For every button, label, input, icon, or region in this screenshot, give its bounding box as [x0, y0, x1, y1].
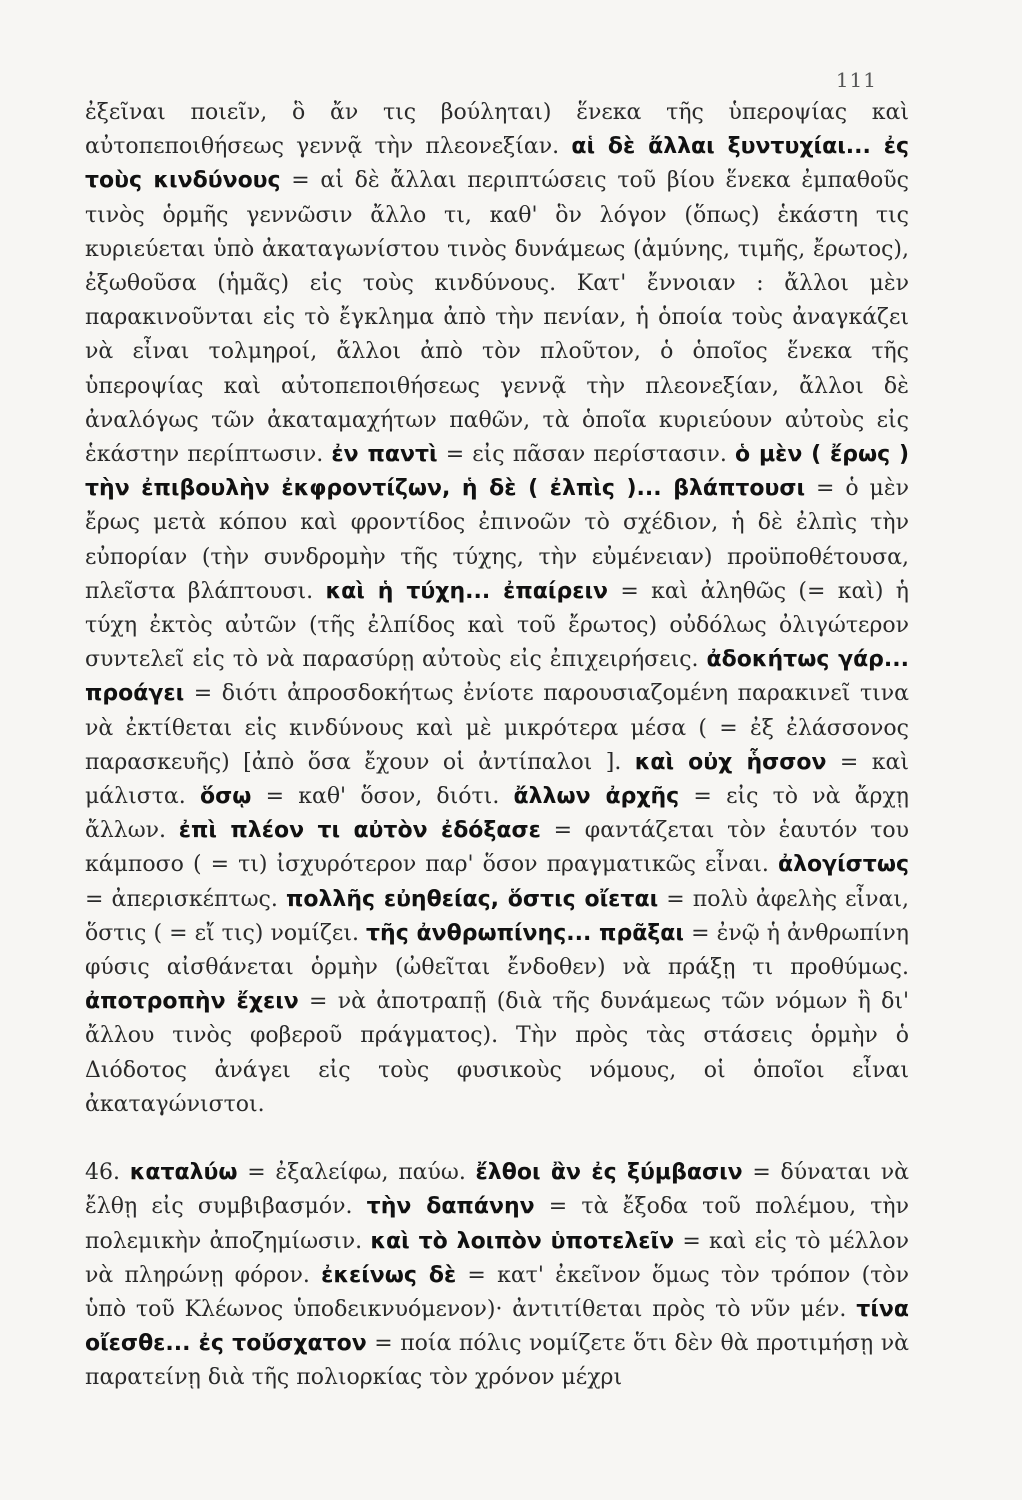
lemma-term: ὅσῳ: [199, 784, 252, 810]
lemma-term: ἀλογίστως: [777, 852, 909, 878]
lemma-term: ἐν παντὶ: [331, 442, 438, 468]
gloss-text: = αἱ δὲ ἄλλαι περιπτώσεις τοῦ βίου ἕνεκα ἐμπαθοῦς τινὸς ὁρμῆς γεννῶσιν ἄλλο τι, καθ' ὃν λόγον (ὅπως) ἑκάστη τις κυριεύεται ὑπὸ ἀκαταγωνίστου τινὸς δυνάμεως (ἀμύνης, τιμῆς, ἔρωτος), ἐξωθοῦσα (ἡμᾶς) εἰς τοὺς κινδύνους. Κατ' ἔννοιαν : ἄλλοι μὲν παρακινοῦνται εἰς τὸ ἔγκλημα ἀπὸ τὴν πενίαν, ἡ ὁποία τοὺς ἀναγκάζει νὰ εἶναι τολμηροί, ἄλλοι ἀπὸ τὸν πλοῦτον, ὁ ὁποῖος ἕνεκα τῆς ὑπεροψίας καὶ αὐτοπεποιθήσεως γεννᾷ τὴν πλεονεξίαν, ἄλλοι δὲ ἀναλόγως τῶν ἀκαταμαχήτων παθῶν, τὰ ὁποῖα κυριεύουν αὐτοὺς εἰς ἑκάστην περίπτωσιν.: [85, 168, 909, 468]
page-body: [85, 96, 909, 1396]
gloss-text: = φαντάζεται τὸν ἑαυτόν του κάμποσο ( = τι) ἰσχυρότερον παρ' ὅσον πραγματικῶς εἶναι.: [85, 818, 910, 878]
commentary-paragraph: [85, 96, 909, 1122]
gloss-text: = καὶ ἀληθῶς (= καὶ) ἡ τύχη ἐκτὸς αὐτῶν (τῆς ἐλπίδος καὶ τοῦ ἔρωτος) οὐδόλως ὀλιγώτερον συντελεῖ εἰς τὸ νὰ παρασύρῃ αὐτοὺς εἰς ἐπιχειρήσεις.: [85, 578, 909, 673]
lemma-term: ἀποτροπὴν ἔχειν: [85, 989, 299, 1015]
lemma-term: αἱ δὲ ἄλλαι ξυντυχίαι... ἐς τοὺς κινδύνους: [85, 134, 909, 194]
page-number: 111: [835, 68, 877, 92]
gloss-text: = καὶ εἰς τὸ μέλλον νὰ πληρώνῃ φόρον.: [85, 1228, 909, 1288]
lemma-term: τὴν δαπάνην: [366, 1194, 535, 1220]
gloss-text: ἐξεῖναι ποιεῖν, ὃ ἄν τις βούληται) ἕνεκα τῆς ὑπεροψίας καὶ αὐτοπεποιθήσεως γεννᾷ τὴν πλεονεξίαν.: [85, 100, 909, 160]
gloss-text: = ἐνῷ ἡ ἀνθρωπίνη φύσις αἰσθάνεται ὁρμὴν (ὠθεῖται ἔνδοθεν) νὰ πράξῃ τι προθύμως.: [85, 920, 909, 981]
lemma-term: τῆς ἀνθρωπίνης... πρᾶξαι: [366, 920, 684, 946]
gloss-text: = ἐξαλείφω, παύω.: [237, 1160, 476, 1186]
lemma-term: καὶ ἡ τύχη... ἐπαίρειν: [325, 578, 609, 604]
gloss-text: = τὰ ἔξοδα τοῦ πολέμου, τὴν πολεμικὴν ἀποζημίωσιν.: [85, 1194, 909, 1254]
lemma-term: ἐπὶ πλέον τι αὐτὸν ἐδόξασε: [178, 818, 541, 844]
lemma-term: καὶ οὐχ ἧσσον: [634, 749, 827, 775]
lemma-term: ἄλλων ἀρχῆς: [513, 784, 680, 810]
lemma-term: πολλῆς εὐηθείας, ὅστις οἴεται: [285, 886, 659, 912]
lemma-term: ὁ μὲν ( ἔρως ) τὴν ἐπιβουλὴν ἐκφροντίζων, ἡ δὲ ( ἐλπὶς )... βλάπτουσι: [85, 442, 910, 502]
lemma-term: καταλύω: [129, 1160, 238, 1186]
gloss-text: = νὰ ἀποτραπῇ (διὰ τῆς δυνάμεως τῶν νόμων ἢ δι' ἄλλου τινὸς φοβεροῦ πράγματος). Τὴν πρὸς τὰς στάσεις ὁρμὴν ὁ Διόδοτος ἀνάγει εἰς τοὺς φυσικοὺς νόμους, οἱ ὁποῖοι εἶναι ἀκαταγώνιστοι.: [85, 989, 909, 1117]
gloss-text: = ἀπερισκέπτως.: [85, 886, 286, 912]
gloss-text: = καθ' ὅσον, διότι.: [251, 784, 514, 810]
lemma-term: τίνα οἴεσθε... ἐς τοὔσχατον: [85, 1296, 909, 1357]
lemma-term: ἀδοκήτως γάρ... προάγει: [85, 647, 909, 707]
gloss-text: = διότι ἀπροσδοκήτως ἐνίοτε παρουσιαζομένη παρακινεῖ τινα νὰ ἐκτίθεται εἰς κινδύνους καὶ μὲ μικρότερα μέσα ( = ἐξ ἐλάσσονος παρασκευῆς) [ἀπὸ ὅσα ἔχουν οἱ ἀντίπαλοι ].: [85, 681, 909, 775]
lemma-term: καὶ τὸ λοιπὸν ὑποτελεῖν: [370, 1228, 675, 1254]
gloss-text: = δύναται νὰ ἔλθῃ εἰς συμβιβασμόν.: [85, 1160, 909, 1220]
gloss-text: = πολὺ ἀφελὴς εἶναι, ὅστις ( = εἴ τις) νομίζει.: [85, 886, 910, 946]
gloss-text: = καὶ μάλιστα.: [85, 749, 909, 810]
lemma-term: ἔλθοι ἂν ἐς ξύμβασιν: [475, 1160, 743, 1186]
gloss-text: = εἰς πᾶσαν περίστασιν.: [437, 442, 736, 468]
gloss-text: 46.: [85, 1160, 130, 1186]
gloss-text: = ποία πόλις νομίζετε ὅτι δὲν θὰ προτιμήσῃ νὰ παρατείνῃ διὰ τῆς πολιορκίας τὸν χρόνον μέχρι: [85, 1331, 909, 1391]
gloss-text: = ὁ μὲν ἔρως μετὰ κόπου καὶ φροντίδος ἐπινοῶν τὸ σχέδιον, ἡ δὲ ἐλπὶς τὴν εὐπορίαν (τὴν συνδρομὴν τῆς τύχης, τὴν εὐμένειαν) προϋποθέτουσα, πλεῖστα βλάπτουσι.: [85, 476, 909, 604]
commentary-paragraph: [85, 1156, 909, 1395]
lemma-term: ἐκείνως δὲ: [321, 1262, 457, 1288]
gloss-text: = εἰς τὸ νὰ ἄρχῃ ἄλλων.: [85, 784, 909, 844]
gloss-text: = κατ' ἐκεῖνον ὅμως τὸν τρόπον (τὸν ὑπὸ τοῦ Κλέωνος ὑποδεικνυόμενον)· ἀντιτίθεται πρὸς τὸ νῦν μέν.: [85, 1262, 909, 1322]
